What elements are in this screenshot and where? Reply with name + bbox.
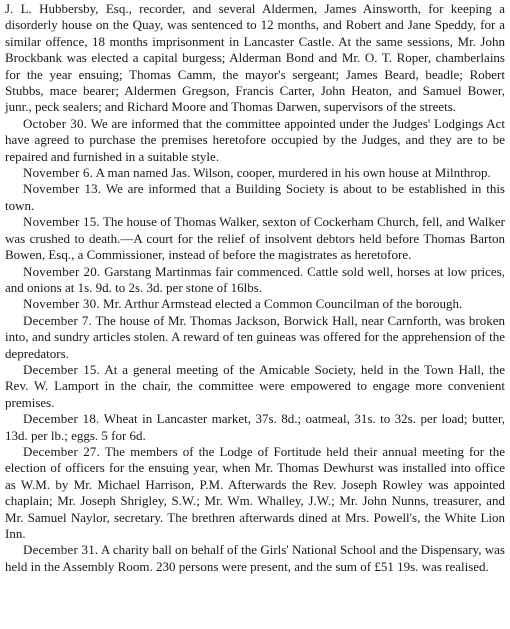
entry-date: December 18. <box>23 411 100 427</box>
entry-date: October 30. <box>23 115 88 131</box>
entry-text: Wheat in Lancaster market, 37s. 8d.; oatmeal, 31s. to 32s. per load; butter, 13d. per lb.; eggs. 5 for 6d. <box>5 411 505 443</box>
entry-paragraph <box>5 444 505 542</box>
entry-date: November 30. <box>23 296 100 312</box>
entry-paragraph <box>5 411 505 444</box>
entry-date: November 20. <box>23 263 101 279</box>
entry-date: November 6. <box>23 165 94 181</box>
entry-paragraph <box>5 116 505 165</box>
entry-date: December 31. <box>23 542 99 558</box>
entry-text: We are informed that the committee appointed under the Judges' Lodgings Act have agreed to purchase the premises heretofore occupied by the Judges, and they are to be repaired and furnished in a suitable style. <box>5 115 506 164</box>
entry-paragraph <box>5 165 505 181</box>
entry-paragraph <box>5 181 505 214</box>
entry-date: December 7. <box>23 312 93 328</box>
entry-paragraph <box>5 313 505 362</box>
entry-text: Mr. Arthur Armstead elected a Common Councilman of the borough. <box>103 296 463 312</box>
entry-paragraph <box>5 214 505 263</box>
entry-paragraph <box>5 542 505 575</box>
entry-text: A man named Jas. Wilson, cooper, murdered in his own house at Milnthrop. <box>95 165 491 181</box>
entry-date: December 27. <box>23 443 101 459</box>
entry-text: Garstang Martinmas fair commenced. Cattle sold well, horses at low prices, and onions at 1s. 9d. to 2s. 3d. per stone of 16lbs. <box>5 263 505 295</box>
document-page <box>5 1 505 575</box>
entry-paragraph <box>5 362 505 411</box>
entry-text: The members of the Lodge of Fortitude held their annual meeting for the election of officers for the ensuing year, when Mr. Thomas Dewhurst was installed into office as W.M. by Mr. Michael Harrison, P.M. Afterwards the Rev. Joseph Rowley was appointed chaplain; Mr. Joseph Shrigley, S.W.; Mr. Wm. Whalley, J.W.; Mr. John Nunns, treasurer, and Mr. Samuel Naylor, secretary. The brethren afterwards dined at Mrs. Powell's, the White Lion Inn. <box>5 443 506 541</box>
entry-text: J. L. Hubbersby, Esq., recorder, and several Aldermen, James Ainsworth, for keeping a disorderly house on the Quay, was sentenced to 12 months, and Robert and Jane Speddy, for a similar offence, 18 months imprisonment in Lancaster Castle. At the same sessions, Mr. John Brockbank was elected a capital burgess; Alderman Bond and Mr. O. T. Roper, chamberlains for the year ensuing; Thomas Camm, the mayor's sergeant; James Beard, beadle; Robert Stubbs, mace bearer; Aldermen Gregson, Francis Carter, John Heaton, and Samuel Bower, junr., peck sealers; and Richard Moore and Thomas Darwen, supervisors of the streets. <box>5 1 505 115</box>
entry-text: The house of Thomas Walker, sexton of Cockerham Church, fell, and Walker was crushed to death.—A court for the relief of insolvent debtors held before Thomas Barton Bowen, Esq., a Commissioner, instead of before the magistrates as heretofore. <box>5 214 505 263</box>
entry-text: We are informed that a Building Society is about to be established in this town. <box>5 181 505 213</box>
entry-text: The house of Mr. Thomas Jackson, Borwick Hall, near Carnforth, was broken into, and sundry articles stolen. A reward of ten guineas was offered for the apprehension of the depredators. <box>5 312 505 361</box>
entry-text: A charity ball on behalf of the Girls' National School and the Dispensary, was held in the Assembly Room. 230 persons were present, and the sum of £51 19s. was realised. <box>5 542 505 574</box>
entry-paragraph <box>5 264 505 297</box>
entry-date: December 15. <box>23 361 101 377</box>
entry-date: November 13. <box>23 181 102 197</box>
entry-text: At a general meeting of the Amicable Society, held in the Town Hall, the Rev. W. Lamport in the chair, the committee were empowered to engage more convenient premises. <box>5 361 505 410</box>
entry-paragraph <box>5 1 505 116</box>
entry-date: November 15. <box>23 214 100 230</box>
entry-paragraph <box>5 296 505 312</box>
